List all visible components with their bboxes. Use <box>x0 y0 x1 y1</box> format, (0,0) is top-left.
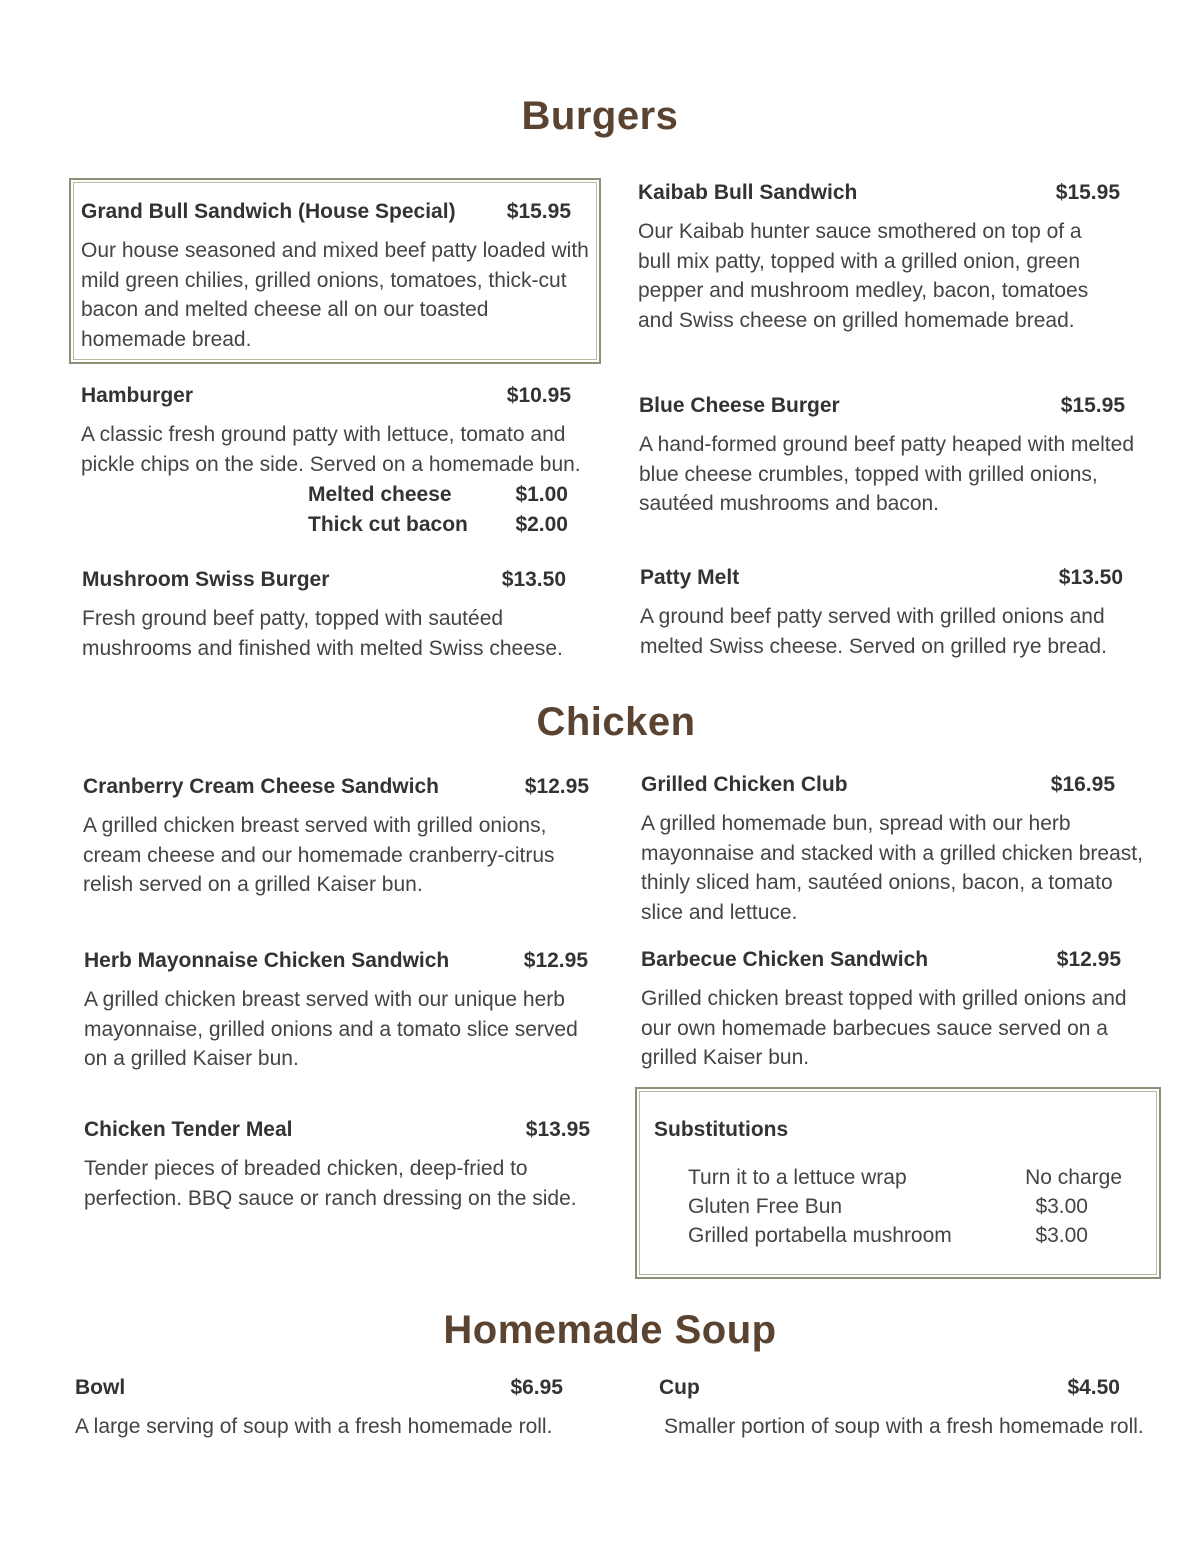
menu-item-chicken-tender <box>84 1118 590 1213</box>
extra-price: $1.00 <box>515 483 568 506</box>
item-description: Tender pieces of breaded chicken, deep-fried to perfection. BBQ sauce or ranch dressing on the side. <box>84 1157 577 1210</box>
item-description: A grilled homemade bun, spread with our herb mayonnaise and stacked with a grilled chicken breast, thinly sliced ham, sautéed onions, bacon, a tomato slice and lettuce. <box>641 812 1143 924</box>
item-name: Cup <box>659 1376 700 1399</box>
item-description: Grilled chicken breast topped with grilled onions and our own homemade barbecues sauce served on a grilled Kaiser bun. <box>641 987 1127 1069</box>
item-description: Our house seasoned and mixed beef patty loaded with mild green chilies, grilled onions, tomatoes, thick-cut bacon and melted cheese all on our toasted homemade bread. <box>81 239 589 351</box>
item-description: A classic fresh ground patty with lettuce, tomato and pickle chips on the side. Served on a homemade bun. <box>81 423 581 476</box>
item-description: A ground beef patty served with grilled onions and melted Swiss cheese. Served on grilled rye bread. <box>640 605 1107 658</box>
item-price: $12.95 <box>523 949 588 972</box>
item-price: $13.50 <box>501 568 566 591</box>
item-price: $12.95 <box>524 775 589 798</box>
item-name: Barbecue Chicken Sandwich <box>641 948 929 971</box>
substitution-row <box>688 1221 1088 1250</box>
menu-item-chicken-club <box>641 773 1143 927</box>
item-description: A hand-formed ground beef patty heaped with melted blue cheese crumbles, topped with grilled onions, sautéed mushrooms and bacon. <box>639 433 1134 515</box>
substitution-label: Turn it to a lettuce wrap <box>688 1166 907 1189</box>
item-name: Mushroom Swiss Burger <box>82 568 330 591</box>
menu-item-hamburger <box>81 384 581 479</box>
substitutions-title: Substitutions <box>654 1118 789 1141</box>
menu-item-kaibab-bull <box>638 181 1120 335</box>
item-description: Our Kaibab hunter sauce smothered on top of a bull mix patty, topped with a grilled onion, green pepper and mushroom medley, bacon, tomatoes and Swiss cheese on grilled homemade bread. <box>638 220 1089 332</box>
item-name: Grand Bull Sandwich (House Special) <box>81 200 456 223</box>
item-name: Grilled Chicken Club <box>641 773 848 796</box>
menu-item-mushroom-swiss <box>82 568 566 663</box>
substitution-price: $3.00 <box>1035 1224 1088 1247</box>
substitution-row <box>688 1192 1088 1221</box>
extra-row <box>308 480 568 510</box>
item-price: $13.95 <box>525 1118 590 1141</box>
item-name: Kaibab Bull Sandwich <box>638 181 858 204</box>
item-price: $15.95 <box>506 200 571 223</box>
menu-item-bowl <box>75 1376 563 1442</box>
hamburger-extras <box>308 480 568 539</box>
item-price: $16.95 <box>1050 773 1115 796</box>
item-name: Chicken Tender Meal <box>84 1118 293 1141</box>
item-name: Cranberry Cream Cheese Sandwich <box>83 775 439 798</box>
menu-item-herb-mayo <box>84 949 588 1074</box>
item-name: Patty Melt <box>640 566 740 589</box>
item-description: Fresh ground beef patty, topped with sautéed mushrooms and finished with melted Swiss cheese. <box>82 607 563 660</box>
section-title-burgers: Burgers <box>521 94 679 138</box>
item-price: $12.95 <box>1056 948 1121 971</box>
item-description: A grilled chicken breast served with grilled onions, cream cheese and our homemade cranberry-citrus relish served on a grilled Kaiser bun. <box>83 814 555 896</box>
substitution-row <box>688 1163 1122 1192</box>
item-description: A grilled chicken breast served with our unique herb mayonnaise, grilled onions and a tomato slice served on a grilled Kaiser bun. <box>84 988 578 1070</box>
menu-item-bbq-chicken <box>641 948 1127 1073</box>
section-title-chicken: Chicken <box>536 700 696 744</box>
item-description: A large serving of soup with a fresh homemade roll. <box>75 1415 553 1438</box>
item-name: Bowl <box>75 1376 126 1399</box>
item-price: $15.95 <box>1055 181 1120 204</box>
menu-item-grand-bull <box>81 200 589 354</box>
item-price: $10.95 <box>506 384 571 407</box>
item-price: $13.50 <box>1058 566 1123 589</box>
substitution-label: Gluten Free Bun <box>688 1195 843 1218</box>
extra-row <box>308 510 568 540</box>
substitution-label: Grilled portabella mushroom <box>688 1224 952 1247</box>
menu-item-patty-melt <box>640 566 1123 661</box>
menu-item-blue-cheese <box>639 394 1134 519</box>
item-price: $6.95 <box>510 1376 563 1399</box>
substitution-price: $3.00 <box>1035 1195 1088 1218</box>
extra-label: Melted cheese <box>308 483 452 506</box>
section-title-soup: Homemade Soup <box>443 1308 777 1352</box>
menu-item-cranberry <box>83 775 589 900</box>
item-description: Smaller portion of soup with a fresh homemade roll. <box>664 1415 1144 1438</box>
item-price: $15.95 <box>1060 394 1125 417</box>
item-price: $4.50 <box>1067 1376 1120 1399</box>
item-name: Herb Mayonnaise Chicken Sandwich <box>84 949 450 972</box>
extra-price: $2.00 <box>515 512 568 536</box>
substitution-price: No charge <box>1025 1166 1122 1189</box>
extra-label: Thick cut bacon <box>308 512 468 536</box>
item-name: Hamburger <box>81 384 194 407</box>
menu-item-cup <box>659 1376 1144 1442</box>
item-name: Blue Cheese Burger <box>639 394 840 417</box>
